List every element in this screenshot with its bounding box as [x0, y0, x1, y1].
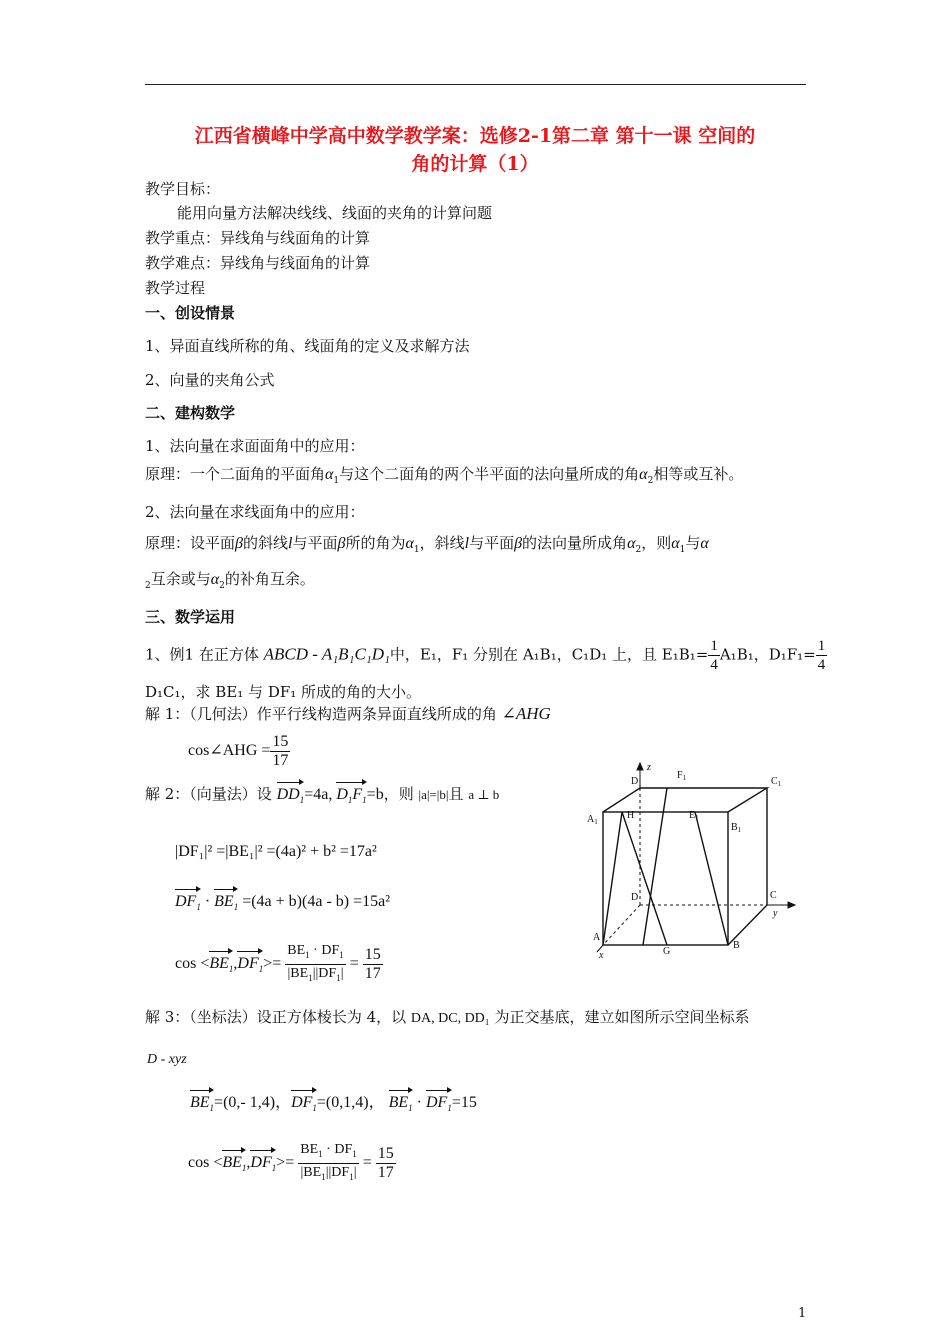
- label-d: D: [631, 892, 639, 903]
- label-d1: $D_1$: [631, 776, 642, 788]
- cube-front-face: [603, 812, 728, 945]
- example-1-cont: D₁C₁，求 BE₁ 与 DF₁ 所成的角的大小。: [145, 683, 422, 701]
- goals-text: 能用向量方法解决线线、线面的夹角的计算问题: [177, 204, 493, 222]
- cube-figure: [585, 760, 800, 960]
- label-h: H: [627, 810, 635, 821]
- cube-top-face: [603, 788, 767, 812]
- difficulty-text: 教学难点：异线角与线面角的计算: [145, 254, 371, 272]
- page-title: [130, 122, 820, 178]
- label-x: x: [599, 950, 604, 960]
- cos-formula-2: $\cos <BE_1,DF_1>=$ $\frac{BE_1 \cdot DF_1}{|BE_1||DF_1|}$ = $\frac{15}{17}$: [175, 943, 381, 983]
- section-2-heading: 二、建构数学: [145, 404, 236, 422]
- goals-label: 教学目标：: [145, 180, 221, 198]
- cos-formula-1: cos∠AHG = $\frac{15}{17}$: [188, 733, 289, 769]
- label-b1: $B_1$: [731, 822, 742, 834]
- solution-1: 解 1：（几何法）作平行线构造两条异面直线所成的角 ∠AHG: [145, 704, 551, 723]
- label-b: B: [733, 940, 740, 951]
- title-line-1: 江西省横峰中学高中数学教学案：选修2-1第二章 第十一课 空间的: [194, 125, 756, 147]
- process-label: 教学过程: [145, 279, 206, 297]
- label-e1: $E_1$: [689, 810, 699, 822]
- line-e1-b: [695, 812, 728, 945]
- example-1: 1、例1 在正方体 ABCD - A₁B₁C₁D₁中，E₁，F₁ 分别在 A₁B₁，C₁D₁ 上，且 E₁B₁= $\frac{1}{4}$ A₁B₁，D₁F₁= $\frac{1}{4}$: [145, 638, 826, 673]
- principle-2-cont: $_2$互余或与$\alpha_2$的补角互余。: [145, 570, 315, 591]
- norm-equation: |DF₁|² =|BE₁|² =(4a)² + b² =17a²: [175, 843, 377, 860]
- label-c1: $C_1$: [771, 776, 782, 788]
- line-a-h: [603, 812, 622, 945]
- label-y: y: [773, 908, 778, 919]
- section-3-heading: 三、数学运用: [145, 608, 236, 626]
- label-f1: $F_1$: [677, 770, 687, 782]
- label-g: G: [663, 946, 671, 957]
- cube-right-face: [728, 788, 767, 945]
- label-c: C: [770, 890, 777, 901]
- solution-3: 解 3：（坐标法）设正方体棱长为 4，以 DA, DC, DD₁ 为正交基底，建立如图所示空间坐标系: [145, 1008, 750, 1026]
- section-1-heading: 一、创设情景: [145, 304, 236, 322]
- section-2-item-1: 1、法向量在求面面角中的应用：: [145, 437, 365, 455]
- principle-2: 原理：设平面β的斜线l与平面β所的角为$\alpha_1$，斜线l与平面β的法向量所成角$\alpha_2$，则$\alpha_1$与α: [145, 534, 709, 555]
- header-rule: [145, 84, 806, 85]
- title-line-2: 角的计算（1）: [411, 153, 539, 175]
- principle-1: 原理：一个二面角的平面角$\alpha_1$与这个二面角的两个半平面的法向量所成的角$\alpha_2$相等或互补。: [145, 465, 744, 486]
- page-number: 1: [798, 1306, 807, 1321]
- section-1-item-1: 1、异面直线所称的角、线面角的定义及求解方法: [145, 337, 470, 355]
- label-a1: $A_1$: [587, 814, 598, 826]
- coordinate-system: D - xyz: [147, 1052, 187, 1067]
- label-z: z: [647, 762, 651, 773]
- cos-formula-3: $\cos <BE_1,DF_1>=$ $\frac{BE_1 \cdot DF_1}{|BE_1||DF_1|}$ = $\frac{15}{17}$: [188, 1142, 394, 1182]
- focus-text: 教学重点：异线角与线面角的计算: [145, 229, 371, 247]
- label-a: A: [593, 932, 601, 943]
- section-2-item-2: 2、法向量在求线面角中的应用：: [145, 503, 365, 521]
- vector-values: $BE_1=(0,-$ 1,4)，$DF_1=(0,1,4)$， $BE_1 \cdot DF_1=15$: [190, 1094, 477, 1114]
- dot-equation: $DF_1 \cdot BE_1 =(4a + b)(4a - b) =15a^2$: [175, 893, 391, 913]
- section-1-item-2: 2、向量的夹角公式: [145, 371, 275, 389]
- solution-2: 解 2：（向量法）设 $DD_1=4a$, $D_1F_1=b$，则 |a|=|b|且 a ⊥ b: [145, 785, 500, 806]
